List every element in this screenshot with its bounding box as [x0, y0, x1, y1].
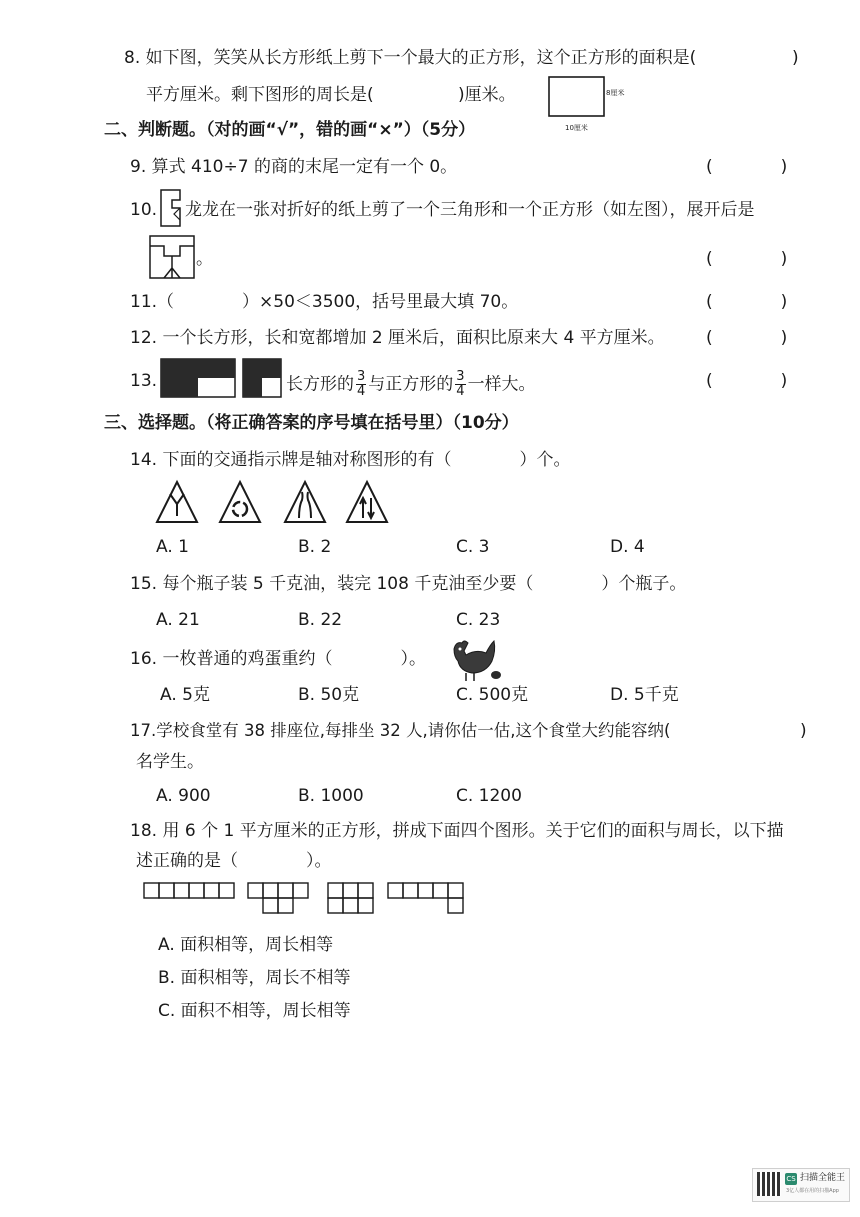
watermark-slogan: 3亿人都在用的扫描App	[786, 1188, 839, 1194]
q15-stem: 15. 每个瓶子装 5 千克油，装完 108 千克油至少要（ ）个瓶子。	[130, 574, 687, 594]
q14-stem: 14. 下面的交通指示牌是轴对称图形的有（ ）个。	[130, 450, 571, 470]
q13-text-c: 一样大。	[467, 374, 536, 395]
scanner-watermark	[752, 1168, 850, 1202]
q18-stem: 18. 用 6 个 1 平方厘米的正方形，拼成下面四个图形。关于它们的面积与周长，以下描	[130, 821, 784, 841]
q13-fraction-2	[455, 370, 465, 399]
q8-fig-bottom-label: 10厘米	[565, 124, 588, 132]
q16-option-c[interactable]: C. 500克	[456, 685, 529, 705]
q13-number: 13.	[130, 371, 158, 391]
q14-option-b[interactable]: B. 2	[298, 537, 332, 557]
q17-stem-line2: 名学生。	[136, 752, 204, 772]
q10-number: 10.	[130, 200, 158, 220]
q13-answer-blank[interactable]: ( )	[706, 371, 788, 391]
q11-text: 11.（ ）×50＜3500，括号里最大填 70。	[130, 292, 519, 312]
q9-text: 9. 算式 410÷7 的商的末尾一定有一个 0。	[130, 157, 458, 177]
q8-line1: 8. 如下图，笑笑从长方形纸上剪下一个最大的正方形，这个正方形的面积是(	[124, 48, 697, 68]
q17-option-b[interactable]: B. 1000	[298, 786, 364, 806]
q12-text: 12. 一个长方形，长和宽都增加 2 厘米后，面积比原来大 4 平方厘米。	[130, 328, 665, 348]
q10-end: 。	[196, 249, 213, 269]
section-choice-title: 三、选择题。（将正确答案的序号填在括号里）（10分）	[104, 413, 519, 433]
q8-fig-side-label: 8厘米	[606, 89, 625, 97]
q18-option-c[interactable]: C. 面积不相等，周长相等	[158, 1001, 351, 1021]
q13-shaded-shapes	[160, 358, 288, 400]
q13-text-a: 长方形的	[286, 374, 354, 395]
q15-option-a[interactable]: A. 21	[156, 610, 200, 630]
fraction-denominator: 4	[357, 384, 366, 399]
q18-square-figures	[143, 882, 465, 918]
section-judgement-title: 二、判断题。（对的画“√”，错的画“×”）（5分）	[104, 120, 476, 140]
q14-option-a[interactable]: A. 1	[156, 537, 189, 557]
figure-step-shape	[248, 883, 308, 913]
sign-merge-icon	[157, 482, 197, 522]
sign-two-way-icon	[347, 482, 387, 522]
q14-option-d[interactable]: D. 4	[610, 537, 645, 557]
q15-option-c[interactable]: C. 23	[456, 610, 501, 630]
q8-line2b: )厘米。	[458, 85, 516, 105]
q14-option-c[interactable]: C. 3	[456, 537, 490, 557]
watermark-brand: 扫描全能王	[800, 1173, 846, 1183]
q14-traffic-signs	[155, 480, 395, 526]
q10-answer-blank[interactable]: ( )	[706, 249, 788, 269]
q8-line2a: 平方厘米。剩下图形的周长是(	[146, 85, 374, 105]
q17-option-c[interactable]: C. 1200	[456, 786, 522, 806]
q11-answer-blank[interactable]: ( )	[706, 292, 788, 312]
q17-answer-close: )	[800, 721, 807, 741]
q18-option-b[interactable]: B. 面积相等，周长不相等	[158, 968, 351, 988]
q8-rectangle-figure	[548, 76, 608, 126]
q13-text	[286, 370, 536, 399]
figure-2x3-block	[328, 883, 373, 913]
q10-unfolded-paper-icon	[146, 234, 198, 280]
q13-fraction-1	[356, 370, 366, 399]
qr-code-icon	[757, 1172, 781, 1196]
q10-folded-paper-icon	[158, 188, 186, 230]
q16-option-a[interactable]: A. 5克	[160, 685, 210, 705]
fraction-numerator: 3	[456, 369, 465, 384]
q8-answer-close: )	[792, 48, 799, 68]
sign-roundabout-icon	[220, 482, 260, 522]
q15-option-b[interactable]: B. 22	[298, 610, 343, 630]
fraction-numerator: 3	[357, 369, 366, 384]
q17-stem: 17.学校食堂有 38 排座位,每排坐 32 人,请你估一估,这个食堂大约能容纳(	[130, 721, 671, 740]
camscanner-logo: CS	[786, 1175, 796, 1183]
q9-answer-blank[interactable]: ( )	[706, 157, 788, 177]
q12-answer-blank[interactable]: ( )	[706, 328, 788, 348]
q16-stem: 16. 一枚普通的鸡蛋重约（ ）。	[130, 649, 426, 669]
q16-option-d[interactable]: D. 5千克	[610, 685, 679, 705]
sign-narrow-road-icon	[285, 482, 325, 522]
fraction-denominator: 4	[456, 384, 465, 399]
q18-stem-line2: 述正确的是（ ）。	[136, 851, 332, 871]
figure-1x6-row	[144, 883, 234, 898]
q13-text-b: 与正方形的	[368, 374, 454, 395]
q18-option-a[interactable]: A. 面积相等，周长相等	[158, 935, 334, 955]
figure-l-shape	[388, 883, 463, 913]
q10-text: 龙龙在一张对折好的纸上剪了一个三角形和一个正方形（如左图），展开后是	[185, 200, 755, 220]
q16-rooster-icon	[446, 635, 502, 683]
q16-option-b[interactable]: B. 50克	[298, 685, 360, 705]
q17-option-a[interactable]: A. 900	[156, 786, 211, 806]
